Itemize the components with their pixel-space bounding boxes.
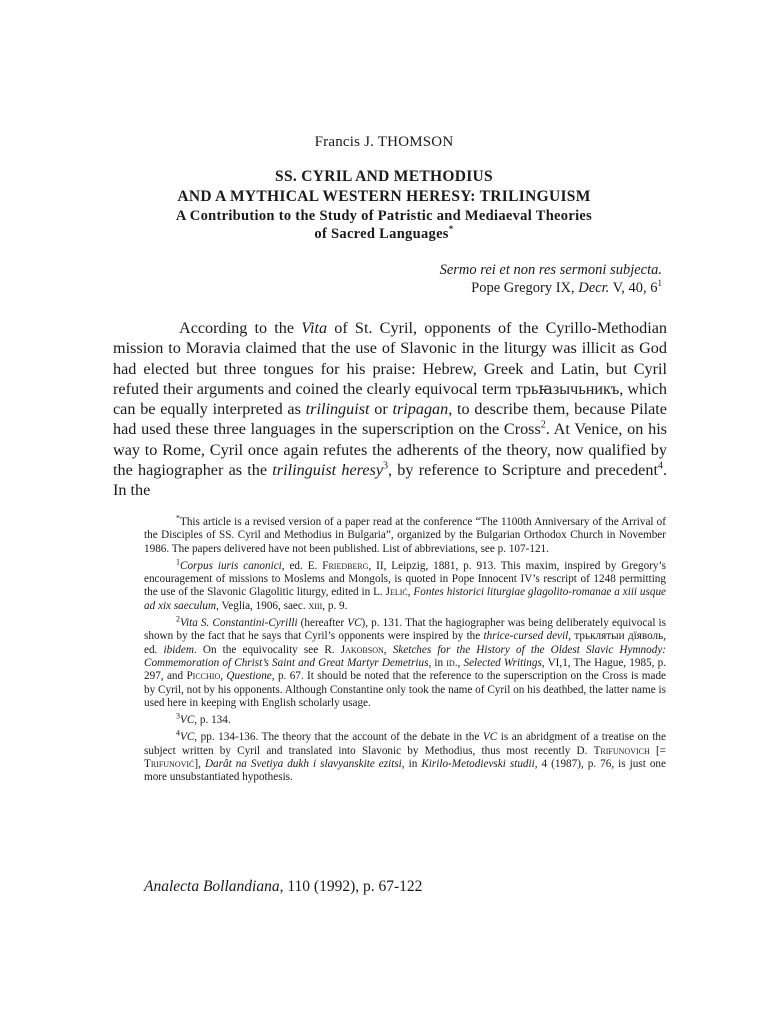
body-text: , by reference to Scripture and precedent	[388, 461, 658, 480]
footnote-text: xiii	[308, 599, 323, 612]
footnote-mark: 2	[176, 614, 180, 624]
footnote-italic: ibidem	[163, 643, 194, 656]
subtitle-text: of Sacred Languages	[314, 226, 449, 242]
footnote-text: ), p. 131. That the hagiographer was being deliberately equivocal is shown by the fact that he says that Cyril’s opponents were inspired by the	[144, 617, 666, 643]
footnote-author: Friedberg	[322, 559, 369, 572]
body-italic: trilinguist heresy	[272, 461, 384, 480]
footnote-text: , pp. 134-136. The theory that the account of the debate in the	[194, 731, 483, 744]
footnote-ref: 2	[540, 420, 546, 432]
footnote-ref: 3	[383, 460, 389, 472]
body-italic: tripagan	[392, 400, 449, 419]
title-footnote-mark: *	[448, 224, 454, 235]
body-text: or	[369, 400, 393, 419]
footnote-mark: 4	[176, 728, 180, 738]
body-text: , which can be equally interpreted as	[113, 379, 667, 419]
author-name: Francis J. THOMSON	[314, 134, 454, 150]
footnote-1	[144, 557, 667, 613]
footnote-italic: Sketches for the History of the Oldest Slavic Hymnody: Commemoration of Christ’s Saint and Great Martyr Demetrius	[144, 643, 667, 669]
body-text: According to the	[179, 319, 302, 337]
body-italic: trilinguist	[305, 400, 370, 419]
footnote-3	[144, 711, 666, 727]
journal-citation	[144, 878, 422, 896]
footnote-text: , in	[428, 656, 447, 669]
footnote-star	[144, 513, 666, 556]
footnote-text: , VI,1, The Hague, 1985, p. 297, and	[144, 656, 666, 683]
footnote-mark: *	[176, 513, 180, 523]
slavonic-term: трьклятыи дїяволь	[574, 630, 664, 643]
footnote-mark: 1	[176, 557, 180, 567]
footnote-text: ,	[407, 586, 414, 599]
footnote-italic: thrice-cursed devil	[483, 630, 569, 643]
footnote-italic: Selected Writings	[463, 656, 542, 669]
footnote-text: , II, Leipzig, 1881, p. 913. This maxim, inspired by Gregory’s encouragement of missions to Moslems and Mongols, is quoted in Pope Innocent IV’s rescript of 1248 permitting the use of the Slavonic Glagolitic liturgy, edited in L.	[144, 559, 666, 599]
footnote-author: Jelić	[385, 586, 408, 599]
footnote-italic: VC	[180, 714, 195, 727]
footnote-text: . On the equivocality see R.	[193, 643, 341, 656]
slavonic-term: трьꙗзычьникъ	[515, 379, 620, 398]
footnote-text: , p. 9.	[322, 599, 348, 612]
epigraph-ref: V, 40, 6	[609, 280, 658, 296]
footnote-text: (hereafter	[297, 617, 348, 630]
footnote-text: , p. 67. It should be noted that the reference to the superscription on the Cross is made by Cyril, not by his opponents. Although Constantine only took the name of Cyril on his deathbed, the latter name is used here in keeping with English scholarly usage.	[144, 670, 667, 709]
footnote-italic: VC	[347, 617, 362, 630]
epigraph-author: Pope Gregory IX,	[471, 280, 579, 296]
epigraph-attribution	[471, 280, 662, 297]
footnote-author: Trifunovich	[593, 744, 650, 757]
footnote-italic: Kirilo-Metodievski studii	[421, 758, 535, 771]
footnote-italic: Questione	[226, 670, 272, 683]
body-text: , to describe them, because Pilate had used these three languages in the superscription on the Cross	[113, 400, 667, 439]
footnote-text: , in	[401, 758, 422, 771]
footnote-text: [=	[649, 744, 666, 757]
journal-ref: , 110 (1992), p. 67-122	[279, 878, 423, 895]
footnote-ref: 4	[657, 460, 663, 472]
footnote-italic: Fontes historici liturgiae glagolito-romanae a xiii usque ad xix saeculum	[144, 586, 667, 612]
footnotes	[144, 513, 667, 789]
body-italic: Vita	[301, 319, 328, 337]
footnote-italic: VC	[482, 731, 498, 744]
title-line-2: AND A MYTHICAL WESTERN HERESY: TRILINGUISM	[177, 188, 591, 205]
footnote-text: , p. 134.	[194, 714, 231, 727]
footnote-text: ,	[457, 656, 464, 669]
footnote-text: , ed. E.	[281, 559, 323, 572]
footnote-2	[144, 614, 667, 710]
footnote-italic: Corpus iuris canonici	[180, 559, 282, 572]
footnote-text: , ed.	[144, 630, 667, 656]
footnote-text: is an abridgment of a treatise on the subject written by Cyril and translated into Slavonic by Methodius, thus most recently D.	[144, 731, 666, 757]
body-text: . In the	[113, 461, 667, 500]
footnote-author: id.	[446, 656, 458, 669]
footnote-text: ,	[220, 670, 227, 683]
footnote-4	[144, 728, 666, 784]
body-text: . At Venice, on his way to Rome, Cyril once again refutes the adherents of the theory, now qualified by the hagiographer as the	[113, 420, 667, 480]
footnote-italic: Vita S. Constantini-Cyrilli	[180, 617, 298, 630]
subtitle-line-1: A Contribution to the Study of Patristic and Mediaeval Theories	[175, 208, 593, 224]
title-line-1: SS. CYRIL AND METHODIUS	[275, 168, 493, 185]
footnote-text: ,	[568, 630, 575, 643]
footnote-author: Trifunović	[144, 758, 195, 771]
epigraph-work: Decr.	[578, 280, 610, 296]
subtitle-line-2	[0, 226, 768, 243]
footnote-author: Jakobson	[340, 643, 384, 656]
journal-name: Analecta Bollandiana	[144, 878, 280, 895]
footnote-text: ],	[194, 758, 205, 771]
footnote-text: ,	[383, 643, 393, 656]
epigraph-note-mark: 1	[657, 278, 662, 289]
footnote-text: , Veglia, 1906, saec.	[216, 599, 309, 612]
footnote-author: Picchio	[186, 670, 221, 683]
body-paragraph	[113, 318, 667, 501]
epigraph-quote: Sermo rei et non res sermoni subjecta.	[439, 262, 662, 278]
footnote-italic: VC	[180, 731, 195, 744]
footnote-text: This article is a revised version of a paper read at the conference “The 1100th Anniversary of the Arrival of the Disciples of SS. Cyril and Methodius in Bulgaria”, organized by the Bulgarian Orthodox Church in November 1986. The papers delivered have not been published. List of abbreviations, see p. 107-121.	[144, 516, 666, 555]
footnote-text: , 4 (1987), p. 76, is just one more unsubstantiated hypothesis.	[144, 758, 666, 784]
body-text: of St. Cyril, opponents of the Cyrillo-Methodian mission to Moravia claimed that the use of Slavonic in the liturgy was illicit as God had elected but three tongues for his praise: Hebrew, Greek and Latin, but Cyril refuted their arguments and coined the clearly equivocal term	[113, 319, 667, 398]
footnote-italic: Darât na Svetiya dukh i slavyanskite ezitsi	[204, 758, 402, 771]
footnote-mark: 3	[176, 711, 180, 721]
